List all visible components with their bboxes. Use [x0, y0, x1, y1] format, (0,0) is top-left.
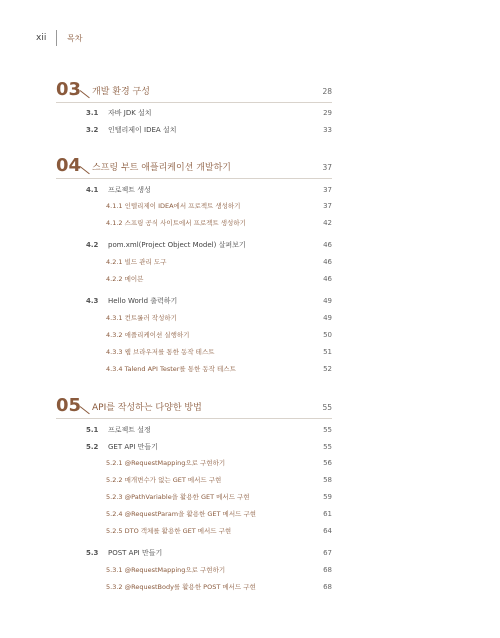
subsection-title: 5.3.2 @RequestBody를 활용한 POST 메서드 구현 — [106, 583, 256, 591]
subsection-title: 5.3.1 @RequestMapping으로 구현하기 — [106, 566, 226, 574]
section-number: 4.1 — [86, 186, 99, 194]
section-number: 3.1 — [86, 109, 99, 117]
page-number-ref: 28 — [322, 87, 332, 96]
section-number: 4.2 — [86, 241, 99, 249]
page-number-ref: 55 — [323, 443, 332, 451]
page-number-ref: 33 — [323, 126, 332, 134]
chapter-number: 05 — [56, 395, 82, 416]
chapter-slash-decoration — [80, 166, 90, 174]
subsection-title: 4.3.3 웹 브라우저를 통한 동작 테스트 — [106, 348, 215, 356]
page-number-ref: 52 — [323, 365, 332, 373]
section-number: 3.2 — [86, 126, 99, 134]
chapter-title: 개발 환경 구성 — [92, 87, 150, 97]
subsection-title: 5.2.5 DTO 객체를 활용한 GET 메서드 구현 — [106, 527, 232, 535]
page-number-ref: 58 — [323, 476, 332, 484]
page-number-ref: 59 — [323, 493, 332, 501]
page-number-ref: 68 — [323, 566, 332, 574]
subsection-title: 4.3.4 Talend API Tester를 통한 동작 테스트 — [106, 365, 236, 373]
chapter-underline — [56, 178, 332, 179]
page-number-ref: 68 — [323, 583, 332, 591]
page-number-ref: 55 — [323, 426, 332, 434]
page-number-ref: 37 — [323, 186, 332, 194]
section-title: GET API 만들기 — [108, 443, 158, 451]
page-number-ref: 46 — [323, 241, 332, 249]
running-header-title: 목차 — [67, 33, 83, 43]
section-title: 인텔리제이 IDEA 설치 — [108, 126, 177, 134]
subsection-title: 4.3.1 컨트롤러 작성하기 — [106, 314, 177, 322]
page-number: xii — [36, 33, 47, 43]
subsection-title: 4.3.2 애플리케이션 실행하기 — [106, 331, 190, 339]
page-number-ref: 55 — [322, 403, 332, 412]
page-number-ref: 51 — [323, 348, 332, 356]
page-number-ref: 37 — [322, 163, 332, 172]
chapter-underline — [56, 102, 332, 103]
chapter-number: 03 — [56, 79, 82, 100]
section-title: 자바 JDK 설치 — [108, 109, 152, 117]
subsection-title: 5.2.1 @RequestMapping으로 구현하기 — [106, 459, 226, 467]
chapter-slash-decoration — [80, 406, 90, 414]
page-number-ref: 46 — [323, 258, 332, 266]
section-number: 5.3 — [86, 549, 99, 557]
page-number-ref: 67 — [323, 549, 332, 557]
section-number: 5.2 — [86, 443, 99, 451]
chapter-underline — [56, 418, 332, 419]
subsection-title: 5.2.3 @PathVariable을 활용한 GET 메서드 구현 — [106, 493, 250, 501]
subsection-title: 5.2.4 @RequestParam을 활용한 GET 메서드 구현 — [106, 510, 256, 518]
section-title: 프로젝트 설정 — [108, 426, 151, 434]
subsection-title: 4.2.2 메이븐 — [106, 275, 144, 283]
page-number-ref: 64 — [323, 527, 332, 535]
chapter-number: 04 — [56, 155, 82, 176]
section-title: Hello World 출력하기 — [108, 297, 178, 305]
page-number-ref: 46 — [323, 275, 332, 283]
page-number-ref: 49 — [323, 297, 332, 305]
subsection-title: 4.2.1 빌드 관리 도구 — [106, 258, 167, 266]
page-number-ref: 56 — [323, 459, 332, 467]
section-title: POST API 만들기 — [108, 549, 163, 557]
chapter-title: API를 작성하는 다양한 방법 — [92, 403, 202, 413]
page-number-ref: 50 — [323, 331, 332, 339]
page-number-ref: 42 — [323, 219, 332, 227]
section-number: 5.1 — [86, 426, 99, 434]
subsection-title: 5.2.2 매개변수가 없는 GET 메서드 구현 — [106, 476, 222, 484]
chapter-title: 스프링 부트 애플리케이션 개발하기 — [92, 163, 231, 173]
page-number-ref: 61 — [323, 510, 332, 518]
chapter-slash-decoration — [80, 90, 90, 98]
section-title: pom.xml(Project Object Model) 살펴보기 — [108, 241, 246, 249]
section-number: 4.3 — [86, 297, 99, 305]
page-number-ref: 37 — [323, 202, 332, 210]
subsection-title: 4.1.2 스프링 공식 사이트에서 프로젝트 생성하기 — [106, 219, 246, 227]
page-number-ref: 49 — [323, 314, 332, 322]
section-title: 프로젝트 생성 — [108, 186, 151, 194]
subsection-title: 4.1.1 인텔리제이 IDEA에서 프로젝트 생성하기 — [106, 202, 241, 210]
page-number-ref: 29 — [323, 109, 332, 117]
